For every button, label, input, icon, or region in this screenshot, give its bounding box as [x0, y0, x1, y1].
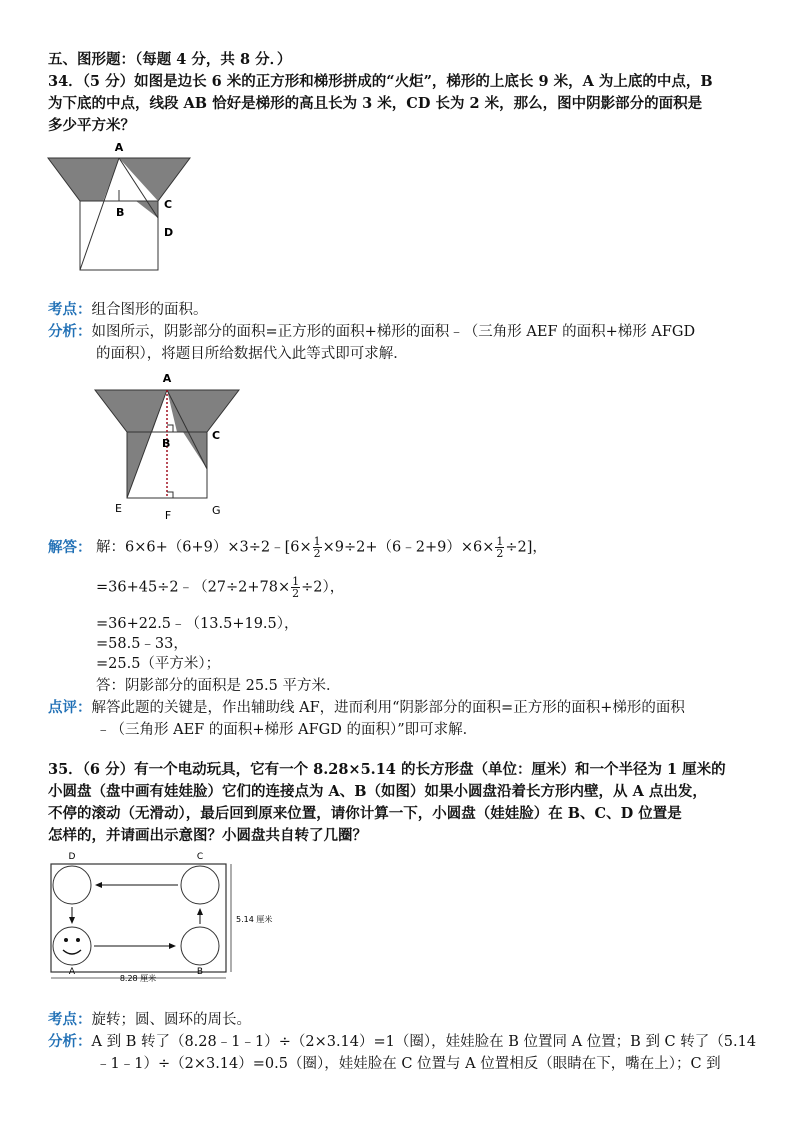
label-e: E [115, 502, 122, 515]
fenxi-text-line1: 如图所示，阴影部分的面积=正方形的面积+梯形的面积﹣（三角形 AEF 的面积+梯形 AFGD [91, 324, 696, 340]
width-label: 8.28 厘米 [119, 974, 157, 983]
section-title: 五、图形题：（每题 4 分，共 8 分．） [48, 51, 292, 68]
q35-text-line3: 不停的滚动（无滑动），最后回到原来位置，请你计算一下，小圆盘（娃娃脸）在 B、C、D 位置是 [48, 805, 682, 822]
q34-fenxi [48, 322, 695, 342]
q34-kaodian [48, 300, 208, 320]
q34-jieda [48, 538, 92, 558]
disc-c [181, 866, 219, 904]
fraction-half [313, 536, 322, 559]
label-c: C [196, 852, 204, 862]
q34-dianping [48, 698, 685, 718]
label-b: B [196, 967, 204, 977]
label-b: B [162, 437, 171, 450]
solution-line1-part2: ×9÷2+（6﹣2+9）×6× [322, 539, 495, 556]
kaodian-label: 考点： [48, 1011, 92, 1028]
q34-dianping-line2: ﹣（三角形 AEF 的面积+梯形 AFGD 的面积）”即可求解． [96, 722, 478, 738]
disc-b [181, 927, 219, 965]
smiley-disc-a [53, 927, 91, 965]
label-b: B [116, 206, 125, 219]
q34-analysis-figure [95, 370, 255, 525]
q34-text-line3: 多少平方米？ [48, 117, 135, 134]
dianping-text-line1: 解答此题的关键是，作出辅助线 AF，进而利用“阴影部分的面积=正方形的面积+梯形的面积 [91, 700, 685, 716]
solution-line1 [96, 536, 547, 559]
q34-text-line1: 34．（5 分）如图是边长 6 米的正方形和梯形拼成的“火炬”，梯形的上底长 9 米，A 为上底的中点，B [48, 73, 713, 90]
label-c: C [164, 198, 173, 211]
fraction-half [291, 576, 300, 599]
fenxi-label: 分析： [48, 1033, 92, 1050]
label-d: D [68, 852, 76, 862]
label-a: A [162, 372, 172, 385]
disc-d [53, 866, 91, 904]
kaodian-text: 旋转；圆、圆环的周长。 [91, 1012, 251, 1028]
solution-line4: =58.5﹣33， [96, 636, 188, 652]
solution-line1-part3: ÷2]， [505, 539, 547, 556]
q35-text-line1: 35．（6 分）有一个电动玩具，它有一个 8.28×5.14 的长方形盘（单位：厘米）和一个半径为 1 厘米的 [48, 761, 726, 778]
jieda-label: 解答： [48, 539, 92, 556]
fraction-half [495, 536, 504, 559]
q35-plate-figure [48, 850, 288, 985]
dianping-label: 点评： [48, 699, 92, 716]
kaodian-text: 组合图形的面积。 [91, 302, 208, 318]
label-a: A [68, 967, 76, 977]
fenxi-label: 分析： [48, 323, 92, 340]
q34-fenxi-line2: 的面积），将题目所给数据代入此等式即可求解． [96, 346, 408, 362]
label-d: D [164, 226, 174, 239]
label-f: F [164, 509, 172, 522]
q34-text-line2: 为下底的中点，线段 AB 恰好是梯形的高且长为 3 米，CD 长为 2 米，那么，图中阴影部分的面积是 [48, 95, 703, 112]
q35-fenxi-line2: ﹣1﹣1）÷（2×3.14）=0.5（圈），娃娃脸在 C 位置与 A 位置相反（眼睛在下，嘴在上）；C 到 [96, 1056, 721, 1072]
height-label: 5.14 厘米 [236, 915, 273, 924]
solution-line5: =25.5（平方米）； [96, 656, 221, 672]
fenxi-text-line1: A 到 B 转了（8.28﹣1﹣1）÷（2×3.14）=1（圈），娃娃脸在 B 位置同 A 位置；B 到 C 转了（5.14 [91, 1034, 757, 1050]
solution-line1-part1: 解：6×6+（6+9）×3÷2﹣[6× [96, 539, 312, 556]
label-g: G [212, 504, 221, 517]
label-c: C [212, 429, 221, 442]
frac-den: 2 [313, 547, 321, 560]
frac-den: 2 [496, 547, 504, 560]
frac-num: 1 [313, 535, 321, 548]
solution-line2-part2: ÷2）， [301, 579, 345, 596]
frac-den: 2 [292, 587, 300, 600]
q34-torch-figure [48, 140, 198, 275]
answer-line: 答：阴影部分的面积是 25.5 平方米． [96, 678, 341, 694]
q35-text-line2: 小圆盘（盘中画有娃娃脸）它们的连接点为 A、B（如图）如果小圆盘沿着长方形内壁，从 A 点出发， [48, 783, 707, 800]
solution-line2 [96, 576, 344, 599]
frac-num: 1 [292, 575, 300, 588]
label-a: A [114, 141, 124, 154]
solution-line3: =36+22.5﹣（13.5+19.5）， [96, 616, 299, 632]
solution-line2-part1: =36+45÷2﹣（27÷2+78× [96, 579, 291, 596]
frac-num: 1 [496, 535, 504, 548]
kaodian-label: 考点： [48, 301, 92, 318]
q35-kaodian [48, 1010, 251, 1030]
q35-text-line4: 怎样的，并请画出示意图？小圆盘共自转了几圈？ [48, 827, 367, 844]
q35-fenxi [48, 1032, 756, 1052]
